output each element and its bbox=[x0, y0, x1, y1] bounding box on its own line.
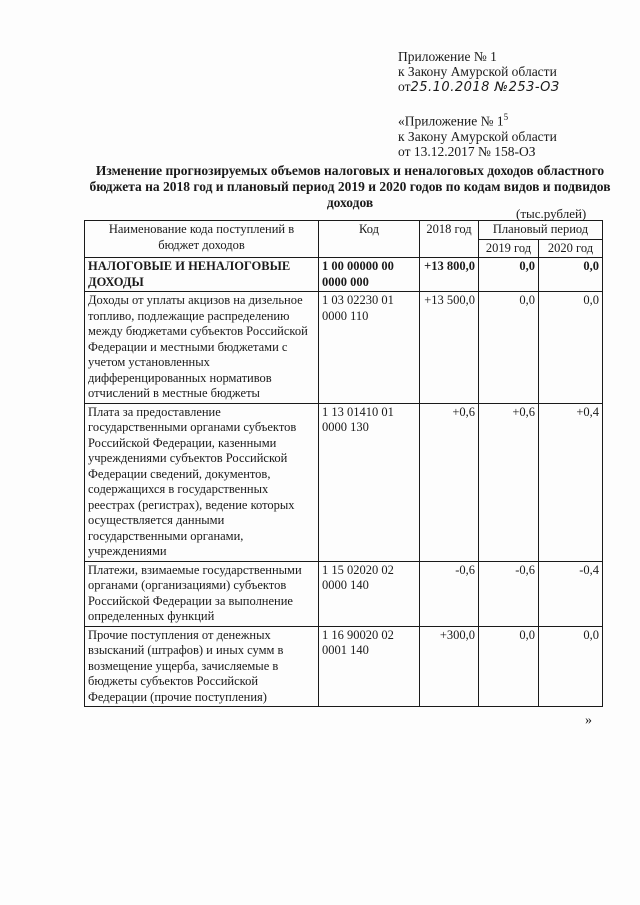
header-2018: 2018 год bbox=[420, 221, 479, 258]
row-2018: +13 800,0 bbox=[420, 258, 479, 292]
prev-appendix-number: «Приложение № $1^5$ bbox=[398, 112, 509, 129]
table-row bbox=[85, 561, 603, 626]
header-2019: 2019 год bbox=[479, 239, 539, 258]
row-2020: +0,4 bbox=[539, 403, 603, 561]
row-code: 1 15 02020 02 0000 140 bbox=[319, 561, 420, 626]
table-row bbox=[85, 292, 603, 404]
row-2018: +0,6 bbox=[420, 403, 479, 561]
revenue-table bbox=[84, 220, 603, 707]
closing-quote: » bbox=[585, 713, 592, 728]
previous-appendix-header bbox=[398, 110, 557, 159]
row-code: 1 03 02230 01 0000 110 bbox=[319, 292, 420, 404]
appendix-number: Приложение № 1 bbox=[398, 49, 497, 64]
row-2019: 0,0 bbox=[479, 292, 539, 404]
table-row bbox=[85, 403, 603, 561]
row-code: 1 16 90020 02 0001 140 bbox=[319, 626, 420, 707]
row-2020: 0,0 bbox=[539, 258, 603, 292]
row-name: Доходы от уплаты акцизов на дизельное топливо, подлежащие распределению между бюджетами субъектов Российской Федерации и местными бюджетами с учетом установленных дифференцированных нормативов отчислений в местные бюджеты bbox=[85, 292, 319, 404]
prev-appendix-law: к Закону Амурской области bbox=[398, 128, 557, 144]
prev-appendix-date: от 13.12.2017 № 158-ОЗ bbox=[398, 143, 536, 159]
row-name: Прочие поступления от денежных взысканий (штрафов) и иных сумм в возмещение ущерба, зачисляемые в бюджеты субъектов Российской Федерации (прочие поступления) bbox=[85, 626, 319, 707]
row-2018: -0,6 bbox=[420, 561, 479, 626]
header-2020: 2020 год bbox=[539, 239, 603, 258]
header-name: Наименование кода поступлений в бюджет доходов bbox=[85, 221, 319, 258]
header-plan-period: Плановый период bbox=[479, 221, 603, 240]
row-code: 1 13 01410 01 0000 130 bbox=[319, 403, 420, 561]
table-row bbox=[85, 626, 603, 707]
table-row bbox=[85, 258, 603, 292]
row-2019: 0,0 bbox=[479, 626, 539, 707]
unit-label: (тыс.рублей) bbox=[516, 206, 587, 221]
row-name: Платежи, взимаемые государственными органами (организациями) субъектов Российской Федерации за выполнение определенных функций bbox=[85, 561, 319, 626]
row-2020: 0,0 bbox=[539, 626, 603, 707]
row-name: Плата за предоставление государственными органами субъектов Российской Федерации, казенными учреждениями субъектов Российской Федерации сведений, документов, содержащихся в государственных реестрах (регистрах), ведение которых осуществляется данными государственными органами, учреждениями bbox=[85, 403, 319, 561]
header-code: Код bbox=[319, 221, 420, 258]
row-2019: +0,6 bbox=[479, 403, 539, 561]
handwritten-date: 25.10.2018 №253-ОЗ bbox=[410, 80, 560, 95]
document-title: Изменение прогнозируемых объемов налоговых и неналоговых доходов областного бюджета на 2018 год и плановый период 2019 и 2020 годов по кодам видов и подвидов доходов bbox=[89, 163, 611, 210]
row-2019: -0,6 bbox=[479, 561, 539, 626]
row-2018: +300,0 bbox=[420, 626, 479, 707]
appendix-law: к Закону Амурской области bbox=[398, 64, 557, 79]
date-prefix: от bbox=[398, 79, 411, 94]
row-name: НАЛОГОВЫЕ И НЕНАЛОГОВЫЕ ДОХОДЫ bbox=[85, 258, 319, 292]
row-2018: +13 500,0 bbox=[420, 292, 479, 404]
appendix-superscript: 5 bbox=[503, 112, 509, 122]
row-code: 1 00 00000 00 0000 000 bbox=[319, 258, 420, 292]
row-2019: 0,0 bbox=[479, 258, 539, 292]
appendix-date bbox=[398, 79, 560, 95]
row-2020: 0,0 bbox=[539, 292, 603, 404]
appendix-header bbox=[398, 49, 560, 95]
row-2020: -0,4 bbox=[539, 561, 603, 626]
